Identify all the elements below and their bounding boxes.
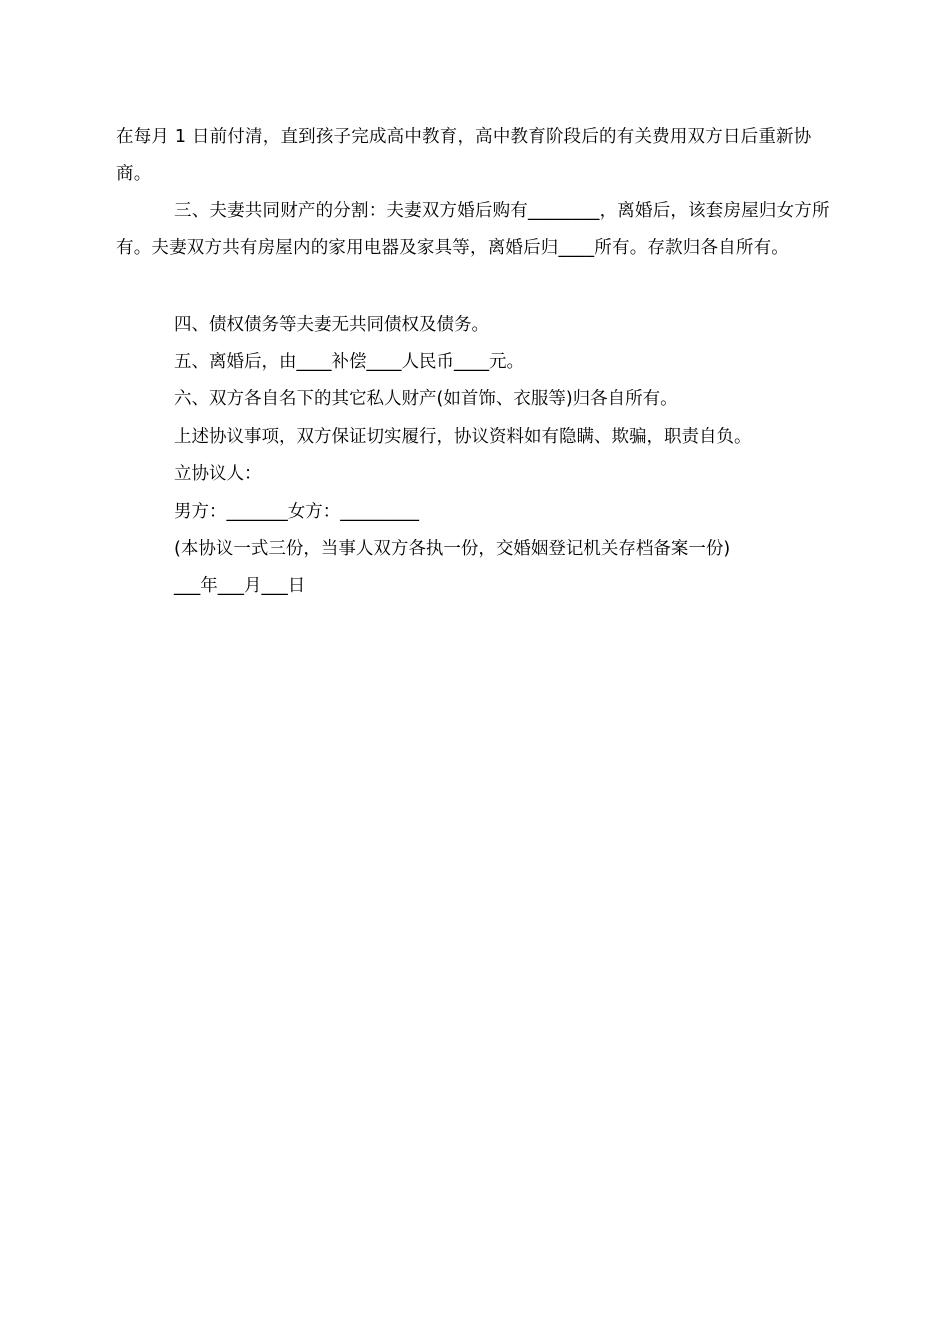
- paragraph-private-property: 六、双方各自名下的其它私人财产(如首饰、衣服等)归各自所有。: [174, 389, 678, 409]
- signatories-label: 立协议人：: [174, 464, 262, 484]
- paragraph-debts: 四、债权债务等夫妻无共同债权及债务。: [174, 315, 489, 335]
- copies-note: (本协议一式三份，当事人双方各执一份，交婚姻登记机关存档备案一份): [174, 539, 731, 559]
- paragraph-guarantee: 上述协议事项，双方保证切实履行，协议资料如有隐瞒、欺骗，职责自负。: [174, 427, 752, 447]
- paragraph-payment-terms: 在每月 1 日前付清，直到孩子完成高中教育，高中教育阶段后的有关费用双方日后重新协商。: [116, 127, 812, 184]
- date-line: ___年___月___日: [174, 576, 306, 596]
- paragraph-compensation: 五、离婚后，由____补偿____人民币____元。: [174, 352, 524, 372]
- signature-line: 男方：_______女方：_________: [174, 502, 419, 522]
- paragraph-property-division: 三、夫妻共同财产的分割：夫妻双方婚后购有________，离婚后，该套房屋归女方所有。夫妻双方共有房屋内的家用电器及家具等，离婚后归____所有。存款归各自所有。: [116, 201, 830, 258]
